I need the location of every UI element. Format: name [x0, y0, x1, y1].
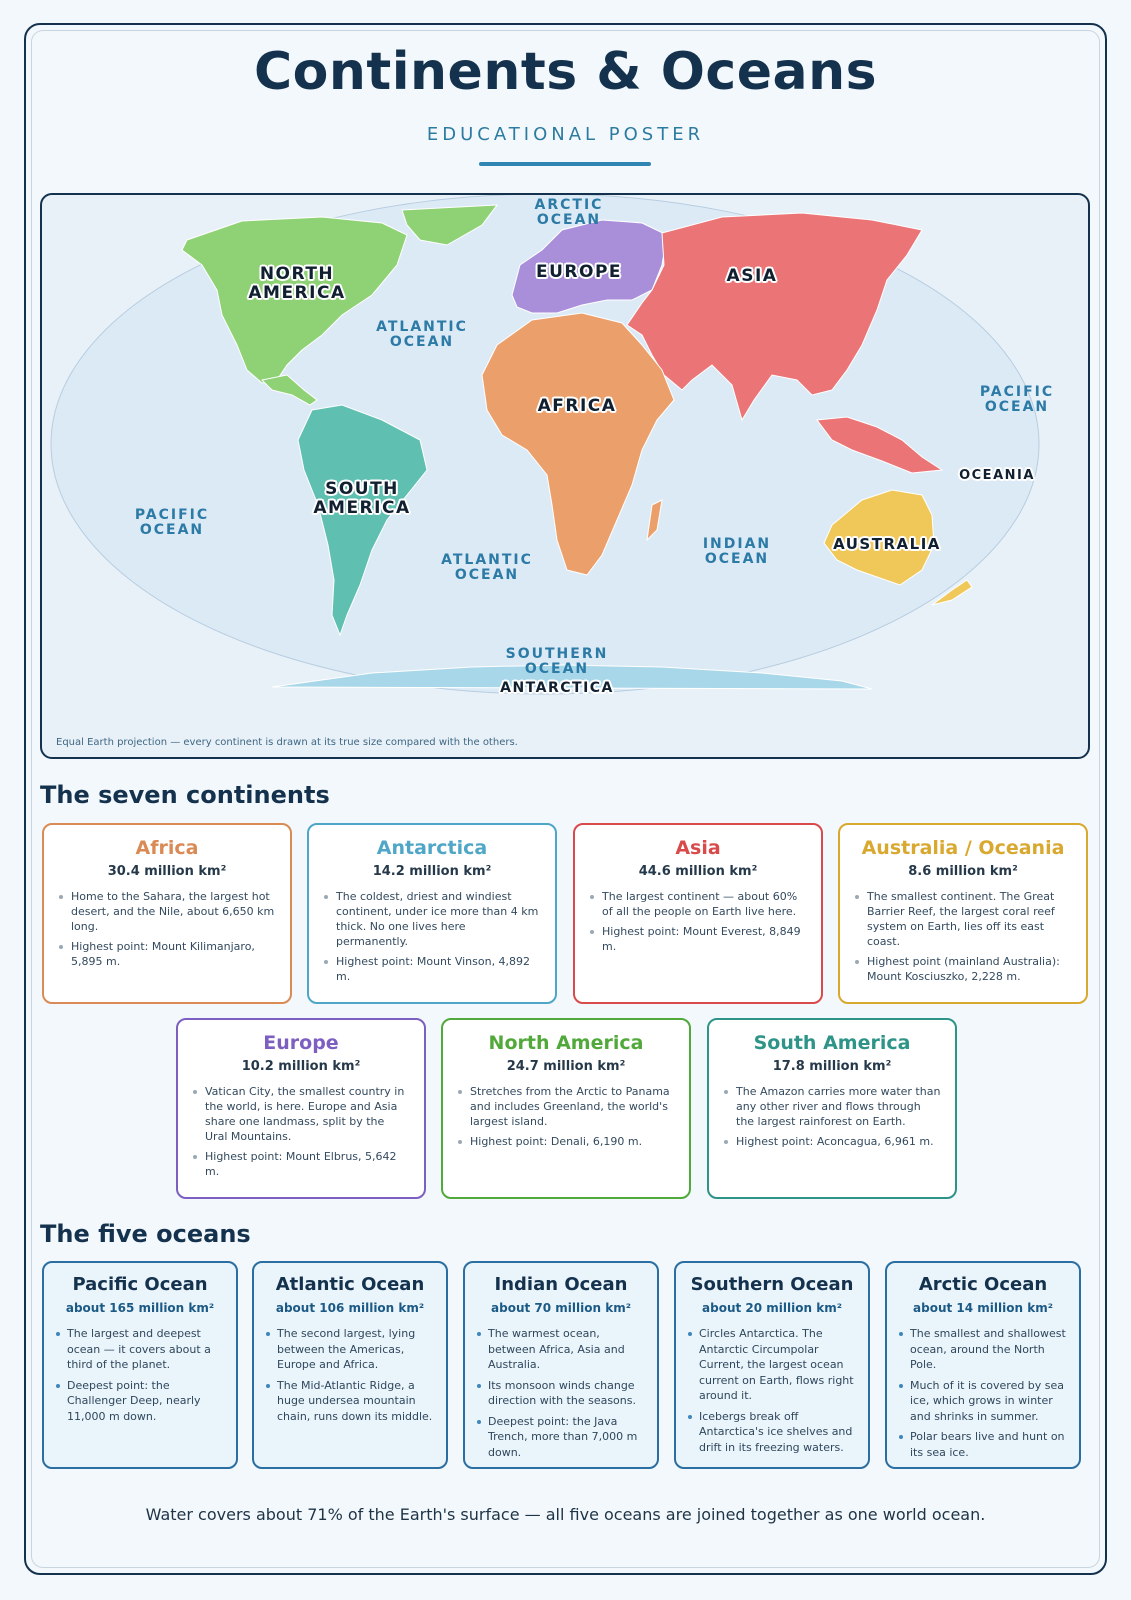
continent-area: 8.6 million km² [908, 864, 1018, 879]
continent-area: 10.2 million km² [241, 1059, 361, 1074]
fact-item: Deepest point: the Java Trench, more than 7,000 m down. [477, 1414, 645, 1461]
label-atlantic-ocean-south: ATLANTIC OCEAN [441, 552, 533, 584]
fact-item: Highest point (mainland Australia): Mount Kosciuszko, 2,228 m. [854, 954, 1072, 984]
continent-name: Antarctica [376, 837, 488, 859]
fact-item: Vatican City, the smallest country in the world, is here. Europe and Asia share one landmass, split by the Ural Mountains. [192, 1084, 410, 1144]
continent-name: Europe [263, 1032, 339, 1054]
ocean-name: Southern Ocean [690, 1274, 854, 1295]
ocean-area: about 70 million km² [491, 1301, 631, 1315]
label-pacific-ocean-west: PACIFIC OCEAN [134, 507, 210, 539]
fact-item: Deepest point: the Challenger Deep, nearly 11,000 m down. [56, 1378, 224, 1425]
fact-item: The largest continent — about 60% of all the people on Earth live here. [589, 889, 807, 919]
continent-name: Asia [675, 837, 721, 859]
label-south-america: SOUTH AMERICA [313, 479, 411, 518]
projection-note: Equal Earth projection — every continent is drawn at its true size compared with the others. [56, 737, 518, 748]
ocean-facts [56, 1326, 224, 1424]
ocean-facts [477, 1326, 645, 1460]
title-underline [479, 162, 651, 166]
continent-name: North America [488, 1032, 644, 1054]
fact-item: Highest point: Mount Everest, 8,849 m. [589, 924, 807, 954]
continent-facts [323, 889, 541, 984]
fact-item: Highest point: Mount Kilimanjaro, 5,895 m. [58, 939, 276, 969]
continent-card [573, 823, 823, 1004]
fact-item: Circles Antarctica. The Antarctic Circumpolar Current, the largest ocean current on Earth, flows right around it. [688, 1326, 856, 1404]
label-antarctica: ANTARCTICA [500, 680, 614, 696]
fact-item: The largest and deepest ocean — it covers about a third of the planet. [56, 1326, 224, 1373]
label-arctic-ocean: ARCTIC OCEAN [534, 197, 604, 229]
label-indian-ocean: INDIAN OCEAN [702, 536, 772, 568]
ocean-area: about 165 million km² [65, 1301, 215, 1315]
poster-subtitle: EDUCATIONAL POSTER [426, 124, 705, 145]
label-oceania: OCEANIA [959, 468, 1035, 483]
label-atlantic-ocean-north: ATLANTIC OCEAN [376, 319, 468, 351]
fact-item: Much of it is covered by sea ice, which grows in winter and shrinks in summer. [899, 1378, 1067, 1425]
label-australia: AUSTRALIA [833, 535, 941, 553]
continent-area: 44.6 million km² [638, 864, 758, 879]
continent-area: 24.7 million km² [506, 1059, 626, 1074]
continent-area: 14.2 million km² [372, 864, 492, 879]
ocean-card [252, 1261, 448, 1469]
continent-facts [457, 1084, 675, 1149]
label-africa: AFRICA [537, 396, 617, 416]
continent-area: 30.4 million km² [107, 864, 227, 879]
fact-item: Highest point: Aconcagua, 6,961 m. [723, 1134, 941, 1149]
fact-item: Polar bears live and hunt on its sea ice. [899, 1429, 1067, 1460]
ocean-name: Atlantic Ocean [275, 1274, 425, 1295]
label-pacific-ocean-east: PACIFIC OCEAN [979, 384, 1055, 416]
ocean-card [674, 1261, 870, 1469]
fact-item: The second largest, lying between the Americas, Europe and Africa. [266, 1326, 434, 1373]
continent-name: Australia / Oceania [861, 837, 1065, 859]
continent-card [42, 823, 292, 1004]
footer-note: Water covers about 71% of the Earth's surface — all five oceans are joined together as one world ocean. [145, 1505, 986, 1524]
fact-item: The smallest continent. The Great Barrier Reef, the largest coral reef system on Earth, lies off its east coast. [854, 889, 1072, 949]
continent-facts [589, 889, 807, 954]
continent-facts [58, 889, 276, 969]
continent-card [176, 1018, 426, 1199]
fact-item: Highest point: Mount Vinson, 4,892 m. [323, 954, 541, 984]
continent-card [307, 823, 557, 1004]
ocean-facts [688, 1326, 856, 1455]
fact-item: The warmest ocean, between Africa, Asia and Australia. [477, 1326, 645, 1373]
ocean-area: about 14 million km² [913, 1301, 1053, 1315]
ocean-card [463, 1261, 659, 1469]
continent-facts [854, 889, 1072, 984]
fact-item: Highest point: Mount Elbrus, 5,642 m. [192, 1149, 410, 1179]
continent-facts [723, 1084, 941, 1149]
continent-facts [192, 1084, 410, 1179]
fact-item: Stretches from the Arctic to Panama and includes Greenland, the world's largest island. [457, 1084, 675, 1129]
fact-item: The smallest and shallowest ocean, around the North Pole. [899, 1326, 1067, 1373]
label-europe: EUROPE [535, 262, 623, 282]
ocean-name: Indian Ocean [494, 1274, 628, 1295]
continent-card [838, 823, 1088, 1004]
label-southern-ocean: SOUTHERN OCEAN [505, 646, 609, 678]
continent-name: Africa [135, 837, 199, 859]
fact-item: Home to the Sahara, the largest hot desert, and the Nile, about 6,650 km long. [58, 889, 276, 934]
continents-heading: The seven continents [40, 781, 330, 809]
continent-card [707, 1018, 957, 1199]
poster-title: Continents & Oceans [253, 42, 878, 102]
fact-item: Icebergs break off Antarctica's ice shelves and drift in its freezing waters. [688, 1409, 856, 1456]
continent-area: 17.8 million km² [772, 1059, 892, 1074]
ocean-area: about 106 million km² [275, 1301, 425, 1315]
label-asia: ASIA [726, 266, 778, 286]
fact-item: The coldest, driest and windiest continent, under ice more than 4 km thick. No one lives here permanently. [323, 889, 541, 949]
ocean-name: Arctic Ocean [918, 1274, 1048, 1295]
label-north-america: NORTH AMERICA [248, 264, 346, 303]
fact-item: The Amazon carries more water than any other river and flows through the largest rainforest on Earth. [723, 1084, 941, 1129]
ocean-card [885, 1261, 1081, 1469]
ocean-card [42, 1261, 238, 1469]
fact-item: Highest point: Denali, 6,190 m. [457, 1134, 675, 1149]
continent-name: South America [753, 1032, 911, 1054]
continent-card [441, 1018, 691, 1199]
ocean-facts [899, 1326, 1067, 1460]
ocean-facts [266, 1326, 434, 1424]
ocean-area: about 20 million km² [702, 1301, 842, 1315]
fact-item: The Mid-Atlantic Ridge, a huge undersea mountain chain, runs down its middle. [266, 1378, 434, 1425]
fact-item: Its monsoon winds change direction with the seasons. [477, 1378, 645, 1409]
oceans-heading: The five oceans [40, 1220, 251, 1248]
ocean-name: Pacific Ocean [72, 1274, 208, 1295]
world-map [40, 193, 1090, 759]
